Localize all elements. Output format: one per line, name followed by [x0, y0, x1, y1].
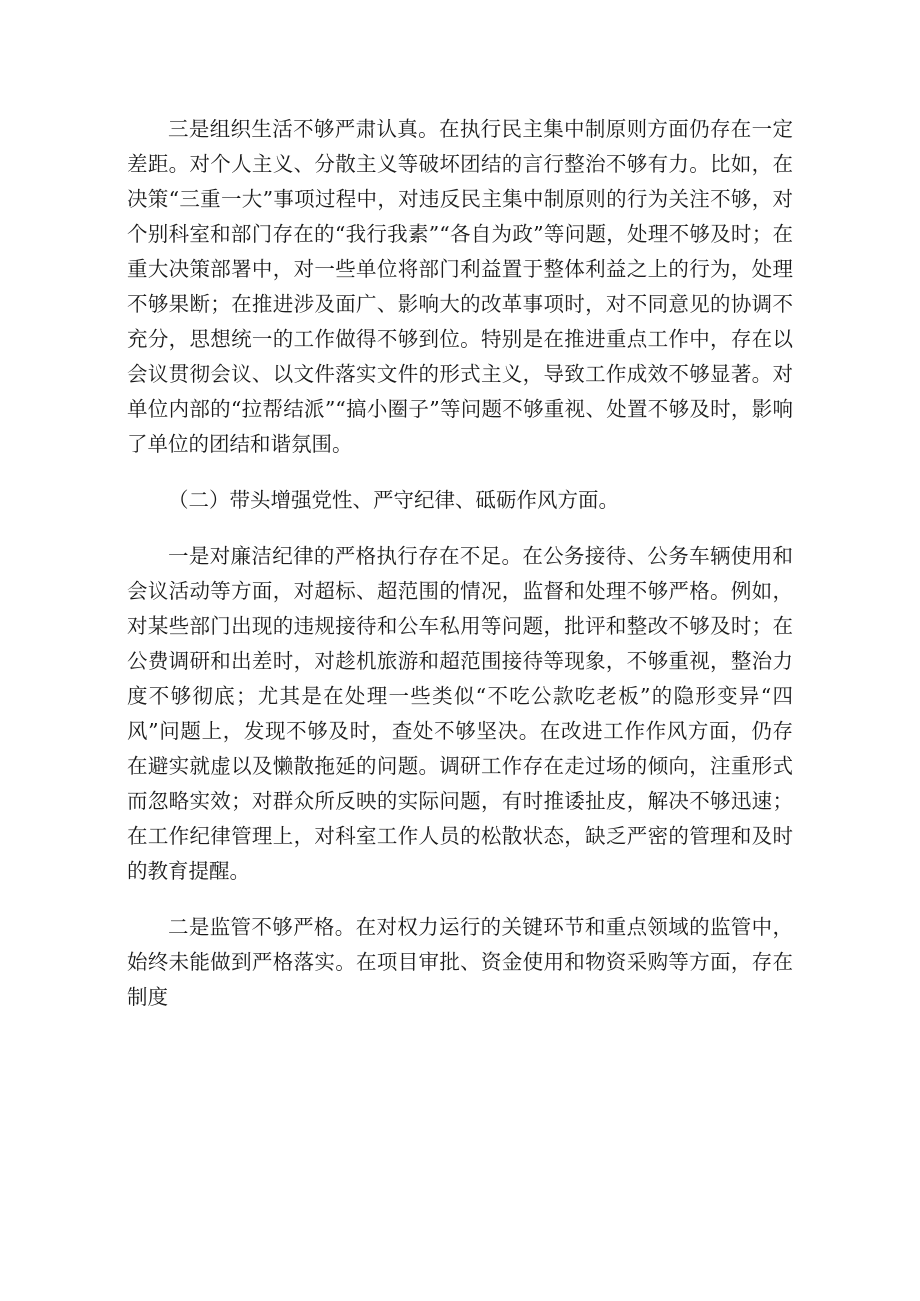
paragraph-supervision: 二是监管不够严格。在对权力运行的关键环节和重点领域的监管中，始终未能做到严格落实。在项目审批、资金使用和物资采购等方面，存在制度 — [127, 915, 793, 1009]
section-heading-party-discipline: （二）带头增强党性、严守纪律、砥砺作风方面。 — [168, 488, 619, 512]
document-body — [127, 112, 793, 1036]
paragraph-organizational-life: 三是组织生活不够严肃认真。在执行民主集中制原则方面仍存在一定差距。对个人主义、分散主义等破坏团结的言行整治不够有力。比如，在决策“三重一大”事项过程中，对违反民主集中制原则的行为关注不够，对个别科室和部门存在的“我行我素”“各自为政”等问题，处理不够及时；在重大决策部署中，对一些单位将部门利益置于整体利益之上的行为，处理不够果断；在推进涉及面广、影响大的改革事项时，对不同意见的协调不充分，思想统一的工作做得不够到位。特别是在推进重点工作中，存在以会议贯彻会议、以文件落实文件的形式主义，导致工作成效不够显著。对单位内部的“拉帮结派”“搞小圈子”等问题不够重视、处置不够及时，影响了单位的团结和谐氛围。 — [127, 117, 793, 456]
paragraph-integrity-discipline: 一是对廉洁纪律的严格执行存在不足。在公务接待、公务车辆使用和会议活动等方面，对超标、超范围的情况，监督和处理不够严格。例如，对某些部门出现的违规接待和公车私用等问题，批评和整改不够及时；在公费调研和出差时，对趁机旅游和超范围接待等现象，不够重视，整治力度不够彻底；尤其是在处理一些类似“不吃公款吃老板”的隐形变异“四风”问题上，发现不够及时，查处不够坚决。在改进工作作风方面，仍存在避实就虚以及懒散拖延的问题。调研工作存在走过场的倾向，注重形式而忽略实效；对群众所反映的实际问题，有时推诿扯皮，解决不够迅速；在工作纪律管理上，对科室工作人员的松散状态，缺乏严密的管理和及时的教育提醒。 — [127, 544, 793, 883]
